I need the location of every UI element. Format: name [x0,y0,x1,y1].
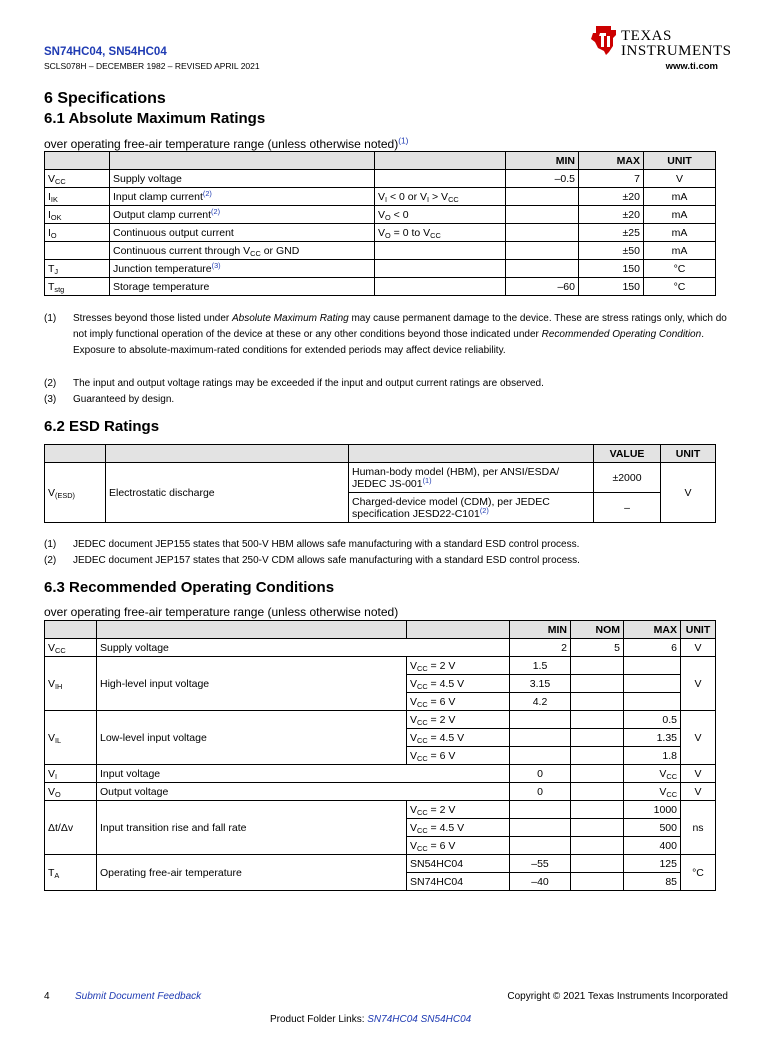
table-row: $T_J$ Junction temperature$^{(3)}$ 150 °C [45,260,716,278]
max-cell: ±20 [579,206,644,224]
param-cell: Continuous current through $V_{CC}$ or GND [110,242,375,260]
param-cell: Continuous output current [110,224,375,242]
col-header-unit: UNIT [661,445,716,463]
param-cell: Operating free-air temperature [97,855,407,891]
param-cell: Storage temperature [110,278,375,296]
value-cell: ±2000 [594,463,661,493]
table-row: $T_{stg}$ Storage temperature –60 150 °C [45,278,716,296]
unit-cell: mA [644,188,716,206]
min-cell: 3.15 [510,675,571,693]
footnote-1: (1) Stresses beyond those listed under Absolute Maximum Rating may cause permanent damage to the device. These are stress ratings only, which do not imply functional operation of the device at these or any other conditions beyond those indicated under Recommended Operating Condition. Exposure to absolute-maximum-rated conditions for extended periods may affect device reliability. [44,313,727,357]
ti-logo-icon [589,24,619,56]
param-cell: Input clamp current$^{(2)}$ [110,188,375,206]
unit-cell: V [644,170,716,188]
logo-text-line2: INSTRUMENTS [621,43,732,59]
section-6-1-title: 6.1 Absolute Maximum Ratings [44,110,266,127]
min-cell: 2 [510,639,571,657]
col-header-min: MIN [506,152,579,170]
absolute-maximum-ratings-table [44,151,716,296]
footnote-ref[interactable]: (1) [422,475,432,485]
max-cell: 1000 [624,801,681,819]
max-cell: $V_{CC}$ [624,783,681,801]
unit-cell: mA [644,206,716,224]
cond-cell: $V_O = 0$ to $V_{CC}$ [375,224,506,242]
col-header-unit: UNIT [644,152,716,170]
section-title: 6 Specifications [44,90,166,107]
table-row: $V_{IH}$ High-level input voltage $V_{CC} = 2$ V 1.5 V [45,657,716,675]
cond-cell: $V_{CC} = 6$ V [407,693,510,711]
symbol-cell: Δt/Δv [45,801,97,855]
max-cell: 1.35 [624,729,681,747]
min-cell: –0.5 [506,170,579,188]
param-cell: Supply voltage [110,170,375,188]
roc-condition-text: over operating free-air temperature range (unless otherwise noted) [44,605,399,619]
footnote-ref[interactable]: (2) [479,505,489,515]
max-cell: 6 [624,639,681,657]
esd-footnote-2: (2) JEDEC document JEP157 states that 250-V CDM allows safe manufacturing with a standard ESD control process. [44,555,580,566]
col-header-max: MAX [579,152,644,170]
param-cell: Output clamp current$^{(2)}$ [110,206,375,224]
document-title: SN74HC04, SN54HC04 [44,46,167,58]
product-folder-links: Product Folder Links: SN74HC04 SN54HC04 [270,1014,472,1025]
cond-cell: SN54HC04 [407,855,510,873]
max-cell: 7 [579,170,644,188]
table-row: $V_O$ Output voltage 0 $V_{CC}$ V [45,783,716,801]
logo-text-line1: TEXAS [621,28,672,44]
page-number: 4 [44,991,50,1002]
table-row: $I_{IK}$ Input clamp current$^{(2)}$ $V_I < 0$ or $V_I > V_{CC}$ ±20 mA [45,188,716,206]
footnote-3: (3) Guaranteed by design. [44,394,175,405]
max-cell: 125 [624,855,681,873]
max-cell: 85 [624,873,681,891]
table-row [45,242,716,260]
table-row [45,801,716,819]
cond-cell: $V_{CC} = 4.5$ V [407,675,510,693]
min-cell: 1.5 [510,657,571,675]
param-cell: Low-level input voltage [97,711,407,765]
min-cell: –40 [510,873,571,891]
min-cell: –55 [510,855,571,873]
param-cell: Output voltage [97,783,510,801]
cond-cell: $V_I < 0$ or $V_I > V_{CC}$ [375,188,506,206]
footnote-ref[interactable]: (3) [211,260,221,270]
max-cell: 400 [624,837,681,855]
max-cell: $V_{CC}$ [624,765,681,783]
table-row: $T_A$ Operating free-air temperature SN54HC04 –55 125 °C [45,855,716,873]
abs-condition-text: over operating free-air temperature range (unless otherwise noted)$^{(1)}$ [44,135,409,151]
footnote-ref[interactable]: (1) [398,135,409,146]
max-cell: 150 [579,260,644,278]
recommended-operating-conditions-table [44,620,716,891]
value-cell: – [594,493,661,523]
min-cell: 0 [510,765,571,783]
cond-cell: $V_{CC} = 6$ V [407,837,510,855]
cond-cell: Charged-device model (CDM), per JEDEC specification JESD22-C101$^{(2)}$ [349,493,594,523]
col-header-unit: UNIT [681,621,716,639]
table-row: $V_{CC}$ Supply voltage –0.5 7 V [45,170,716,188]
max-cell: 150 [579,278,644,296]
ti-logo [589,24,732,62]
unit-cell: mA [644,224,716,242]
min-cell: 0 [510,783,571,801]
table-header-row [45,445,716,463]
cond-cell: $V_{CC} = 4.5$ V [407,819,510,837]
col-header-value: VALUE [594,445,661,463]
unit-cell: °C [644,260,716,278]
param-cell: Junction temperature$^{(3)}$ [110,260,375,278]
section-6-2-title: 6.2 ESD Ratings [44,418,160,435]
unit-cell: V [681,657,716,711]
max-cell: ±20 [579,188,644,206]
param-cell: Input voltage [97,765,510,783]
table-row: $I_{OK}$ Output clamp current$^{(2)}$ $V_O < 0$ ±20 mA [45,206,716,224]
footnote-ref[interactable]: (2) [211,206,221,216]
table-row: $V_I$ Input voltage 0 $V_{CC}$ V [45,765,716,783]
table-row: $V_{CC}$ Supply voltage 2 5 6 V [45,639,716,657]
unit-cell: V [681,765,716,783]
cond-cell: $V_{CC} = 6$ V [407,747,510,765]
unit-cell: °C [644,278,716,296]
table-row: $I_O$ Continuous output current $V_O = 0$ to $V_{CC}$ ±25 mA [45,224,716,242]
unit-cell: V [681,711,716,765]
unit-cell: °C [681,855,716,891]
col-header-max: MAX [624,621,681,639]
unit-cell: V [661,463,716,523]
cond-cell: $V_{CC} = 2$ V [407,711,510,729]
unit-cell: V [681,639,716,657]
cond-cell: $V_O < 0$ [375,206,506,224]
copyright-text: Copyright © 2021 Texas Instruments Incorporated [507,991,728,1002]
min-cell: –60 [506,278,579,296]
footnote-2: (2) The input and output voltage ratings may be exceeded if the input and output current ratings are observed. [44,378,544,389]
submit-feedback-link[interactable]: Submit Document Feedback [75,991,202,1002]
max-cell: 0.5 [624,711,681,729]
col-header-nom: NOM [571,621,624,639]
document-id: SCLS078H – DECEMBER 1982 – REVISED APRIL 2021 [44,61,260,71]
col-header-min: MIN [510,621,571,639]
cond-cell: $V_{CC} = 2$ V [407,801,510,819]
table-row: $V_{IL}$ Low-level input voltage $V_{CC} = 2$ V 0.5 V [45,711,716,729]
unit-cell: mA [644,242,716,260]
param-cell: High-level input voltage [97,657,407,711]
param-cell: Electrostatic discharge [106,463,349,523]
product-folder-link[interactable]: SN74HC04 SN54HC04 [367,1014,472,1025]
max-cell: ±50 [579,242,644,260]
unit-cell: V [681,783,716,801]
website-link[interactable]: www.ti.com [665,61,718,72]
param-cell: Input transition rise and fall rate [97,801,407,855]
nom-cell: 5 [571,639,624,657]
cond-cell: $V_{CC} = 4.5$ V [407,729,510,747]
unit-cell: ns [681,801,716,855]
cond-cell: Human-body model (HBM), per ANSI/ESDA/ JEDEC JS-001$^{(1)}$ [349,463,594,493]
max-cell: 1.8 [624,747,681,765]
table-row [45,463,716,493]
esd-footnote-1: (1) JEDEC document JEP155 states that 500-V HBM allows safe manufacturing with a standard ESD control process. [44,539,580,550]
cond-cell: SN74HC04 [407,873,510,891]
min-cell: 4.2 [510,693,571,711]
param-cell: Supply voltage [97,639,510,657]
cond-cell: $V_{CC} = 2$ V [407,657,510,675]
esd-symbol-cell: $V_{(ESD)}$ [45,463,106,523]
footnote-ref[interactable]: (2) [202,188,212,198]
section-6-3-title: 6.3 Recommended Operating Conditions [44,579,335,596]
max-cell: 500 [624,819,681,837]
max-cell: ±25 [579,224,644,242]
esd-ratings-table [44,444,716,523]
table-header-row [45,152,716,170]
table-header-row [45,621,716,639]
